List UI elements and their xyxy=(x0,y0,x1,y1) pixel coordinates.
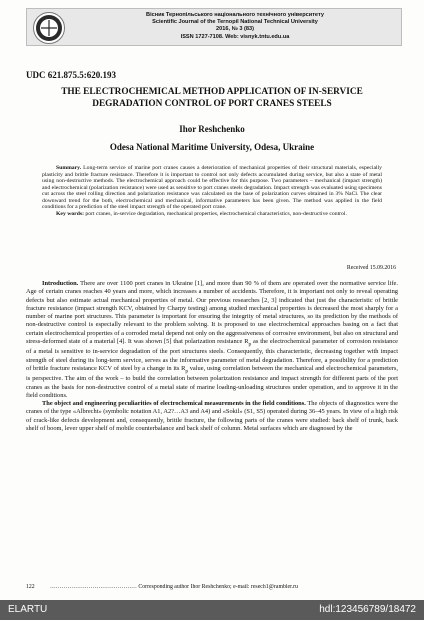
page-number: 122 xyxy=(26,584,35,590)
paper-title: THE ELECTROCHEMICAL METHOD APPLICATION OF IN-SERVICE DEGRADATION CONTROL OF PORT CRANES STEELS xyxy=(61,87,363,109)
section-text: The objects of diagnostics were the cranes of the type «Albrecht» (symbolic notation A1, A2?…A3 and A4) and «Sokil» (S1, S5) operated during 36–45 years. In view of a high risk of crack-like defects development and, consequently, brittle fracture, the following parts of the cranes were studied: back shelf of trunk, back shelf of boom, lever upper shelf of mobile counterbalance and back shelf of column. Metal surfaces which are diagnosed by the xyxy=(26,400,398,432)
header-line-1: Вісник Тернопільського національного технічного університету xyxy=(146,12,324,18)
introduction-label: Introduction. xyxy=(42,280,79,287)
abstract-summary xyxy=(42,165,382,211)
section-heading: The object and engineering peculiarities of electrochemical measurements in the field conditions. xyxy=(42,400,306,408)
header-line-4: ISSN 1727-7108. Web: visnyk.tntu.edu.ua xyxy=(180,33,290,40)
header-line-3: 2016, № 3 (83) xyxy=(216,26,254,33)
introduction-text: There are over 1100 port cranes in Ukraine [1], and more than 90 % of them are operated over the normative service life. Age of certain cranes reaches 40 years and more, which increases a number of accidents. Therefore, it is important not only to reveal operating defects but also estimate actual mechanical properties of metal. Our previous researches [2, 3] indicated that just the characteristic of brittle fracture resistance (impact strength KCV, obtained by Charpy testing) among studied mechanical properties is decreased the most sharply for a number of marine port structures. This parameter is important for ensuring the integrity of metal structures, so its prediction by the methods of non-destructive control is especially relevant to the problem solving. It is proposed to use electrochemical approaches basing on a fact that certain electrochemical properties of a corroded metal depend not only on the aggressiveness of corrosive environment, but also on structural and stress-deformed state of a material [4]. It was shown [5] that polarization resistance R xyxy=(26,280,398,345)
header-line-2: Scientific Journal of the Ternopil National Technical University xyxy=(152,19,318,26)
journal-header xyxy=(26,8,402,46)
author-name: Ihor Reshchenko xyxy=(179,124,245,134)
page-footer xyxy=(26,584,398,594)
abstract-keywords xyxy=(42,211,382,218)
introduction-text-3: value, using correlation between the mechanical and electrochemical parameters, is perspective. The aim of the work – to build the correlation between polarization resistance and impact strength for different parts of the port cranes as the basis for non-destructive control of a metal state of marine loading-unloading structures under operation, and to approve it in the field conditions. xyxy=(26,364,398,399)
repository-name: ELARTU xyxy=(8,604,48,615)
abstract xyxy=(42,165,382,217)
subscript-p: p xyxy=(185,368,189,375)
udc-code: UDC 621.875.5:620.193 xyxy=(26,70,116,80)
summary-text: Long-term service of marine port cranes causes a deterioration of mechanical properties of their structural materials, especially plasticity and brittle fracture resistance. Therefore it is important to control not only defects accumulated during service, but also a state of metal using non-destructive methods. The electrochemical approach could be effective for this purpose. Two parameters – mechanical (impact strength) and electrochemical (polarization resistance) were used as sensitive to port cranes steels degradation. Impact strength was evaluated using specimens cut across the steel rolling direction and polarization resistance was calculated on the base of polarization curves obtained in 3% NaCl. The clear downward trend for the both, electrochemical and mechanical, informative parameters has been given. The method was applied in the field conditions for a prediction of the steel impact strength of the operated port crane. xyxy=(42,165,382,211)
repository-bar xyxy=(0,600,424,620)
body-text xyxy=(26,280,398,433)
summary-label: Summary. xyxy=(56,165,82,171)
handle-identifier: hdl:123456789/18472 xyxy=(319,604,416,615)
corresponding-author-note: ……………………………………… Corresponding author Ihor Reshchenko; e-mail: resech1@rambler.ru xyxy=(50,584,298,590)
subscript-p: p xyxy=(248,341,252,348)
keywords-text: port cranes, in-service degradation, mechanical properties, electrochemical characteristics, non-destructive control. xyxy=(83,210,347,217)
keywords-label: Key words: xyxy=(56,210,84,217)
introduction-paragraph xyxy=(26,280,398,400)
introduction-text-2: as the electrochemical parameter of corrosion resistance of a metal is sensitive to in-service degradation of the port structures steels. Consequently, this characteristic, decreasing together with impact strength of steel during its long-term service, serves as the informative parameter of metal degradation. Therefore, a possibility for a prediction of brittle fracture resistance KCV of steel by a change in its R xyxy=(26,337,398,372)
university-logo xyxy=(33,12,65,44)
affiliation: Odesa National Maritime University, Odesa, Ukraine xyxy=(109,142,315,152)
section-paragraph xyxy=(26,400,398,433)
received-date: Received 15.09.2016 xyxy=(346,265,396,271)
